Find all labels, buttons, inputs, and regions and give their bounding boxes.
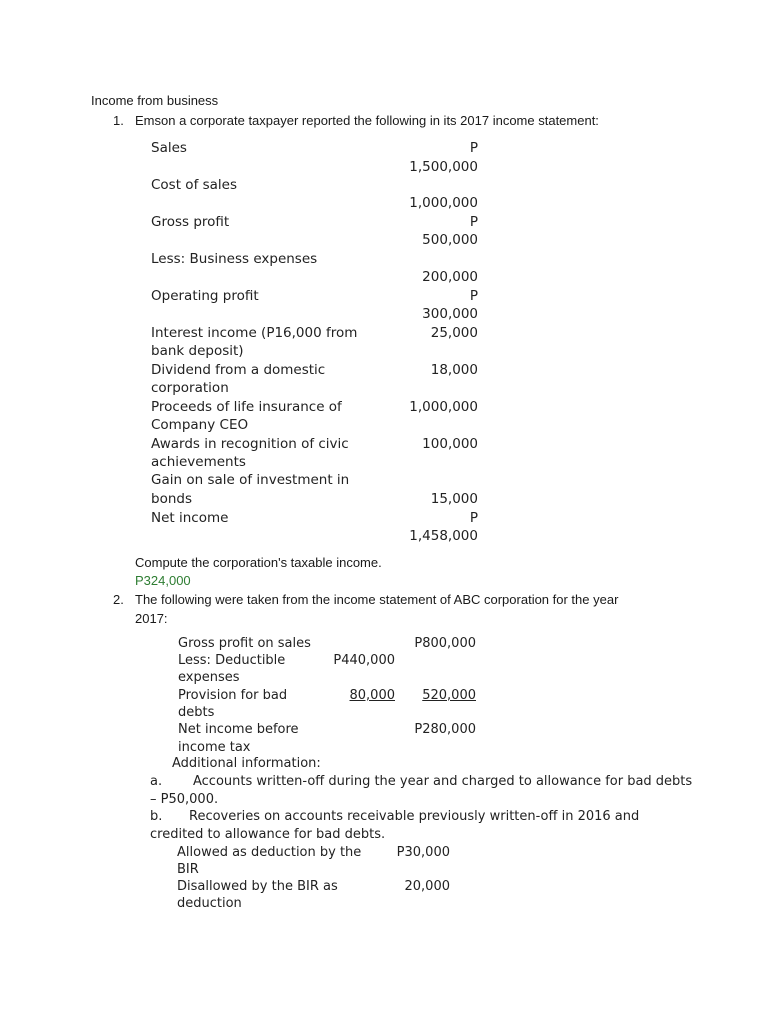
list-item-label: deduction <box>177 896 242 911</box>
table-row-amount: 25,000 <box>430 325 478 341</box>
table-row-col1: 80,000 <box>349 688 395 703</box>
table-row-col2: P280,000 <box>414 722 476 737</box>
table-row-label: Company CEO <box>151 417 249 433</box>
table-row-amount: 18,000 <box>430 362 478 378</box>
table-row-label: Awards in recognition of civic <box>151 436 349 452</box>
list-item-amount: P30,000 <box>396 845 450 860</box>
table-row-amount: 500,000 <box>422 232 478 248</box>
table-row-label: Interest income (P16,000 from <box>151 325 358 341</box>
table-row-amount: 100,000 <box>422 436 478 452</box>
table-row-label: Sales <box>151 140 187 156</box>
table-row-amount: 200,000 <box>422 269 478 285</box>
table-row-col2: P800,000 <box>414 636 476 651</box>
additional-info-heading: Additional information: <box>172 756 321 771</box>
table-row-amount: 1,000,000 <box>409 195 478 211</box>
table-row-amount: 1,500,000 <box>409 159 478 175</box>
q2-prompt-line2: 2017: <box>135 611 168 626</box>
q2-number: 2. <box>113 592 124 607</box>
q1-answer: P324,000 <box>135 573 191 588</box>
q2-prompt-line1: The following were taken from the income statement of ABC corporation for the year <box>135 592 619 607</box>
table-row-amount: P <box>469 214 478 230</box>
table-row-amount: P <box>469 510 478 526</box>
table-row-label: Dividend from a domestic <box>151 362 326 378</box>
list-item-label: Disallowed by the BIR as <box>177 879 338 894</box>
item-a-letter: a. <box>150 774 163 789</box>
q1-instruction: Compute the corporation's taxable income. <box>135 555 382 570</box>
table-row-label: Less: Business expenses <box>151 251 318 267</box>
table-row-amount: P <box>469 288 478 304</box>
item-b-letter: b. <box>150 809 163 824</box>
table-row-label: Proceeds of life insurance of <box>151 399 342 415</box>
table-row-label: expenses <box>178 670 240 685</box>
table-row-label: achievements <box>151 454 246 470</box>
table-row-amount: 300,000 <box>422 306 478 322</box>
table-row-label: Gain on sale of investment in <box>151 472 350 488</box>
q1-number: 1. <box>113 113 124 128</box>
list-item-label: BIR <box>177 862 199 877</box>
table-row-col2: 520,000 <box>422 688 476 703</box>
section-heading: Income from business <box>91 93 219 108</box>
table-row-label: Gross profit on sales <box>178 636 311 651</box>
table-row-label: bank deposit) <box>151 343 244 359</box>
table-row-label: Operating profit <box>151 288 259 304</box>
list-item-label: Allowed as deduction by the <box>177 845 362 860</box>
item-a-line2: – P50,000. <box>150 792 219 807</box>
table-row-amount: 15,000 <box>430 491 478 507</box>
q1-prompt: Emson a corporate taxpayer reported the following in its 2017 income statement: <box>135 113 599 128</box>
table-row-col1: P440,000 <box>333 653 395 668</box>
list-item-amount: 20,000 <box>404 879 450 894</box>
table-row-amount: 1,000,000 <box>409 399 478 415</box>
item-b-line2: credited to allowance for bad debts. <box>150 827 386 842</box>
table-row-label: bonds <box>151 491 192 507</box>
table-row-label: Net income <box>151 510 229 526</box>
table-row-label: Cost of sales <box>151 177 238 193</box>
table-row-label: income tax <box>178 740 251 755</box>
table-row-label: corporation <box>151 380 229 396</box>
table-row-label: Net income before <box>178 722 299 737</box>
table-row-amount: P <box>469 140 478 156</box>
table-row-label: Less: Deductible <box>178 653 286 668</box>
table-row-label: debts <box>178 705 215 720</box>
table-row-label: Provision for bad <box>178 688 288 703</box>
table-row-label: Gross profit <box>151 214 230 230</box>
table-row-amount: 1,458,000 <box>409 528 478 544</box>
item-a-line1: Accounts written-off during the year and charged to allowance for bad debts <box>193 774 693 789</box>
item-b-line1: Recoveries on accounts receivable previously written-off in 2016 and <box>189 809 640 824</box>
